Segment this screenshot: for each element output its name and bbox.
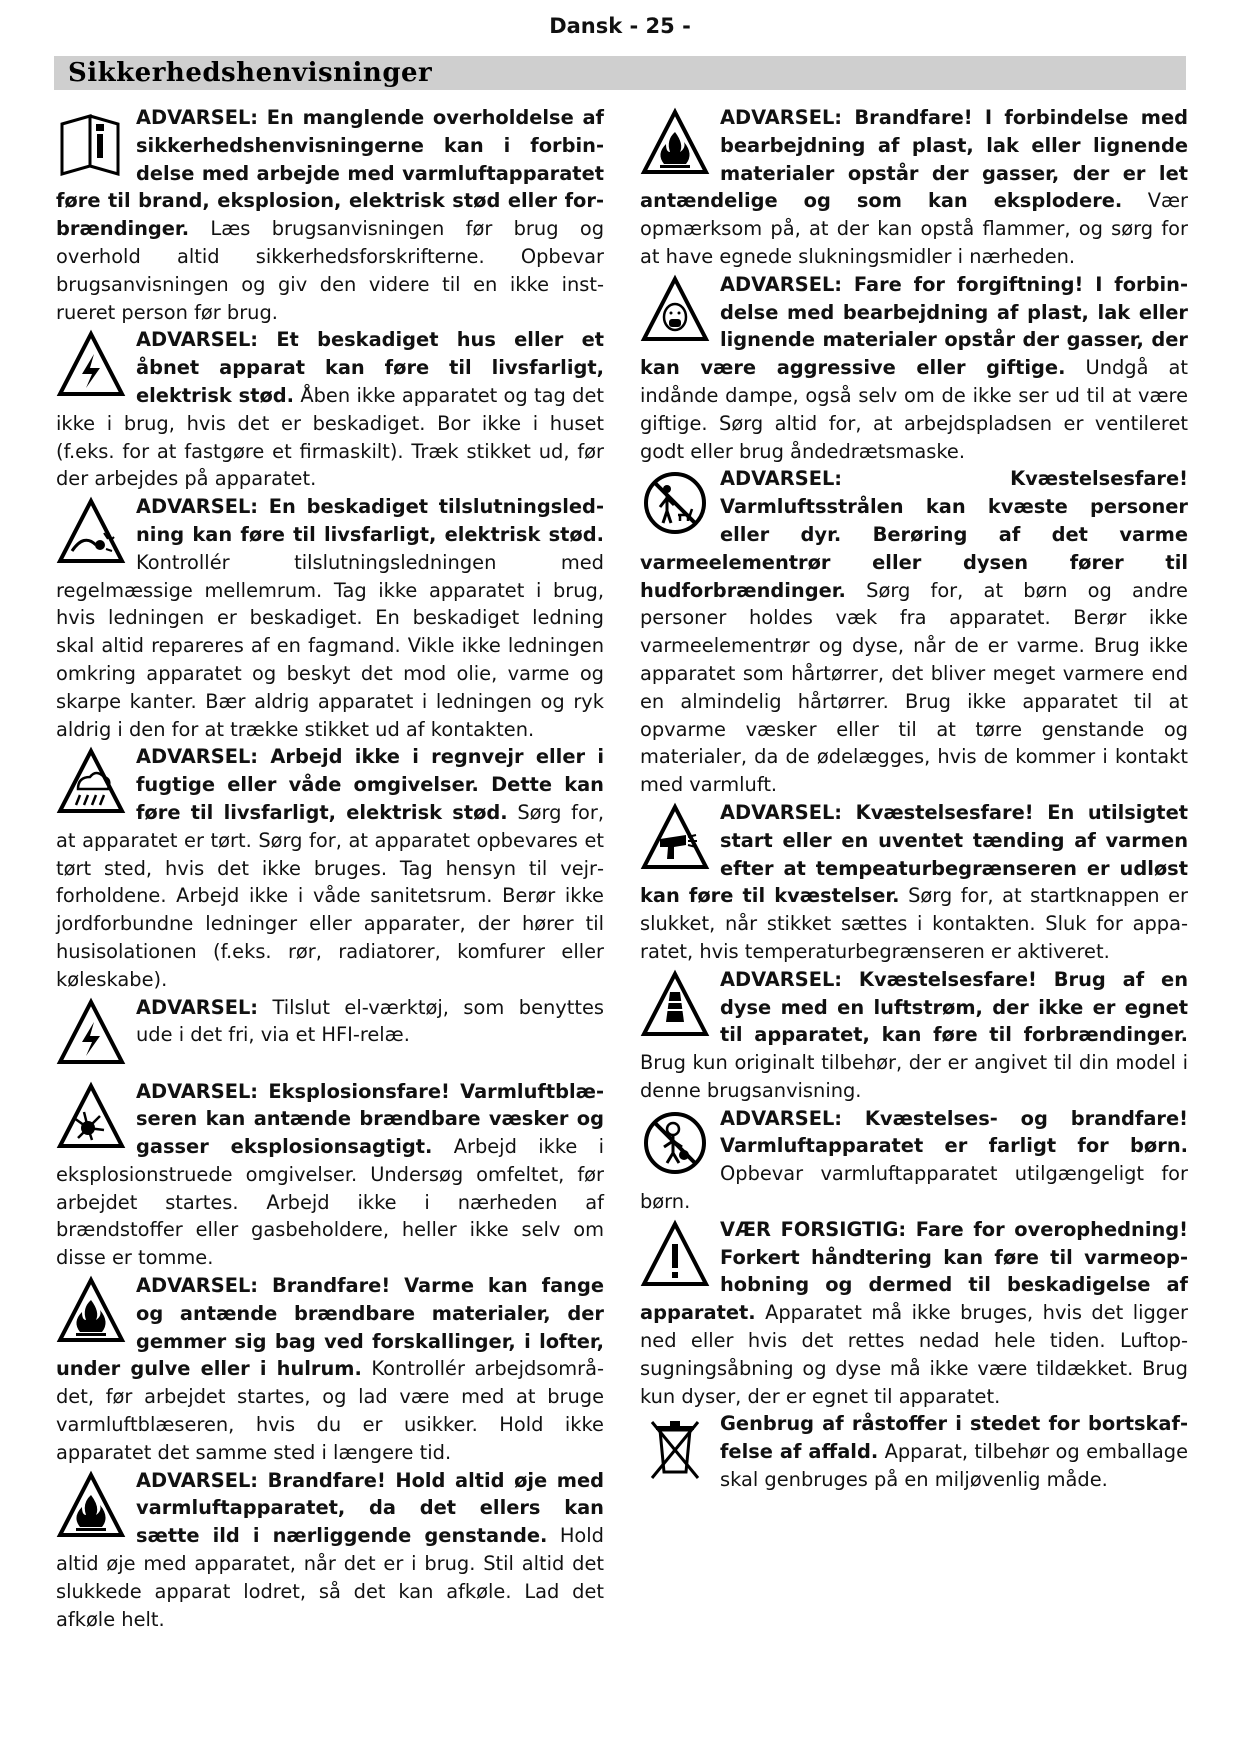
info-book-icon	[56, 104, 128, 184]
warning-bold: ADVARSEL: Kvæstelses- og brandfare! Varmluftapparatet er farligt for børn.	[720, 1106, 1188, 1158]
right-column	[640, 104, 1188, 1494]
warning-unintended-start	[640, 799, 1188, 966]
warning-bold: ADVARSEL:	[136, 995, 259, 1019]
warning-general	[56, 104, 604, 326]
warning-text: Sørg for, at apparatet er tørt. Sørg for, at apparatet opbevares et tørt sted, hvis det ikke bruges. Tag hensyn til vejrforholdene. Arbejd ikke i våde sanitetsrum. Berør ikke jordforbundne ledninger eller apparater, der hører til husisolationen (f.eks. rør, radiatorer, komfurer eller køleskabe).	[56, 800, 604, 991]
warning-text: Sørg for, at startknappen er slukket, når stikket sættes i kontakten. Sluk for apparatet, hvis temperaturbegrænseren er aktiveret.	[640, 884, 1189, 963]
warning-fire-watch	[56, 1467, 604, 1634]
warning-text: Hold altid øje med apparatet, når det er i brug. Stil altid det slukkede apparat lodret, så det kan afkøle. Lad det afkøle helt.	[56, 1524, 604, 1631]
warning-text: Læs brugsanvisningen før brug og overhold altid sikkerhedsforskrifterne. Opbevar brugsanvisningen og giv den videre til en ikke instrueret person før brug.	[56, 217, 604, 324]
recycling-note	[640, 1410, 1188, 1493]
left-column	[56, 104, 604, 1633]
warning-bold: VÆR FORSIGTIG: Fare for overophedning! Forkert håndtering kan føre til varmeophobning og dermed til beskadigelse af apparatet.	[640, 1217, 1188, 1325]
warning-hfi	[56, 994, 604, 1078]
warning-fire-hidden	[56, 1272, 604, 1467]
warning-text: Arbejd ikke i eksplosionstruede omgivelser. Undersøg omfeltet, før arbejdet startes. Arbejd ikke i nærheden af brændstoffer eller gasbeholdere, heller ikke selv om disse er tomme.	[56, 1135, 605, 1270]
section-title: Sikkerhedshenvisninger	[68, 58, 433, 88]
explosion-hazard-icon	[56, 1078, 128, 1158]
warning-text: Åben ikke apparatet og tag det ikke i brug, hvis det er beskadiget. Bor ikke i huset (f.eks. for at fastgøre et firmaskilt). Træk stikket ud, før der arbejdes på apparatet.	[56, 383, 604, 491]
warning-bold: ADVARSEL: Brandfare! Varme kan fange og antænde brændbare materialer, der gemmer sig bag ved forskallinger, i lofter, under gulve eller i hulrum.	[56, 1274, 604, 1381]
warning-bold: ADVARSEL: Arbejd ikke i regnvejr eller i fugtige eller våde omgivelser. Dette kan føre til livsfarligt, elektrisk stød.	[136, 745, 604, 824]
warning-text: Undgå at indånde dampe, også selv om de ikke ser ud til at være giftige. Sørg altid for, at arbejdspladsen er ventileret godt eller brug åndedrætsmaske.	[640, 356, 1189, 463]
warning-bold: ADVARSEL: Kvæstelsesfare! En utilsigtet start eller en uventet tænding af varmen efter at tempeaturbegrænseren er udløst kan føre til kvæstelser.	[640, 800, 1188, 908]
warning-bold: ADVARSEL: Kvæstelsesfare! Varmluftsstrålen kan kvæste personer eller dyr. Berøring af det varme varmeelementrør eller dysen fører til hudforbrændinger.	[640, 467, 1188, 602]
warning-bold: ADVARSEL: En beskadiget tilslutningsledning kan føre til livsfarligt, elektrisk stød.	[136, 495, 604, 546]
fire-hazard-icon	[56, 1467, 128, 1547]
general-warning-icon	[640, 1216, 712, 1296]
electric-hazard-icon	[56, 326, 128, 406]
warning-text: Apparat, tilbehør og emballage skal genbruges på en miljøvenlig måde.	[720, 1440, 1188, 1492]
warning-text: Brug kun originalt tilbehør, der er angivet til din model i denne brugsanvisning.	[640, 1051, 1188, 1102]
warning-text: Kontrollér tilslutningsledningen med regelmæssige mellemrum. Tag ikke apparatet i brug, hvis ledningen er beskadiget. En beskadiget ledning skal altid repareres af en fagmand. Vikle ikke ledningen omkring apparatet og beskyt det mod olie, varme og skarpe kanter. Bær aldrig apparatet i ledningen og ryk aldrig i den for at trække stikket ud af kontakten.	[56, 550, 604, 741]
electric-hazard-icon	[56, 994, 128, 1074]
warning-bold: ADVARSEL: Eksplosionsfare! Varmluftblæseren kan antænde brændbare væsker og gasser eksplosionsagtigt.	[136, 1079, 604, 1159]
fire-hazard-icon	[56, 1272, 128, 1352]
warning-explosion	[56, 1078, 604, 1273]
warning-fire-plastic	[640, 104, 1188, 271]
warning-nozzle	[640, 966, 1188, 1105]
warning-text: Kontrollér arbejdsområdet, før arbejdet startes, og lad være med at bruge varmluftblæseren, hvis du er usikker. Hold ikke apparatet det samme sted i længere tid.	[56, 1357, 604, 1464]
nozzle-hazard-icon	[640, 966, 712, 1046]
rain-hazard-icon	[56, 743, 128, 823]
warning-injury-air	[640, 465, 1188, 799]
warning-housing	[56, 326, 604, 493]
warning-bold: Genbrug af råstoffer i stedet for bortskaffelse af affald.	[720, 1412, 1188, 1464]
warning-bold: ADVARSEL: Brandfare! Hold altid øje med varmluftapparatet, da det ellers kan sætte ild i nærliggende genstande.	[136, 1468, 604, 1548]
warning-text: Apparatet må ikke bruges, hvis det ligger ned eller hvis det rettes nedad hele tiden. Luftopsugningsåbning og dyse må ikke være tildækket. Brug kun dyser, der er egnet til apparatet.	[640, 1301, 1188, 1408]
section-title-bar	[54, 56, 1186, 90]
warning-cable	[56, 493, 604, 743]
warning-bold: ADVARSEL: Fare for forgiftning! I forbindelse med bearbejdning af plast, lak eller lignende materialer opstår der gasser, der kan være aggressive eller giftige.	[640, 272, 1188, 380]
warning-bold: ADVARSEL: En manglende overholdelse af sikkerhedshenvisningerne kan i forbindelse med arbejde med varmluftapparatet føre til brand, eksplosion, elektrisk stød eller forbrændinger.	[56, 106, 604, 241]
damaged-cable-icon	[56, 493, 128, 573]
heat-gun-hazard-icon	[640, 799, 712, 879]
warning-text: Vær opmærksom på, at der kan opstå flammer, og sørg for at have egnede slukningsmidler i nærheden.	[640, 189, 1188, 268]
warning-text: Opbevar varmluftapparatet utilgængeligt for børn.	[640, 1162, 1188, 1214]
page-header: Dansk - 25 -	[549, 14, 691, 38]
warning-bold: ADVARSEL: Kvæstelsesfare! Brug af en dyse med en luftstrøm, der ikke er egnet til apparatet, kan føre til forbrændinger.	[720, 967, 1188, 1047]
recycle-bin-icon	[640, 1410, 712, 1490]
warning-children	[640, 1105, 1188, 1216]
warning-rain	[56, 743, 604, 993]
warning-bold: ADVARSEL: Brandfare! I forbindelse med bearbejdning af plast, lak eller lignende materialer opstår der gasser, der er let antændelige og som kan eksplodere.	[640, 106, 1188, 213]
no-children-icon	[640, 1105, 712, 1185]
no-persons-animals-icon	[640, 465, 712, 545]
caution-overheating	[640, 1216, 1188, 1411]
warning-text: Sørg for, at børn og andre personer holdes væk fra apparatet. Berør ikke varmeelementrør og dyse, når de er varme. Brug ikke apparatet som hårtørrer, det bliver meget varmere end en almindelig hårtørrer. Brug ikke apparatet til at opvarme væsker eller til at tørre genstande og materialer, da de ødelægges, hvis de kommer i kontakt med varmluft.	[640, 578, 1188, 797]
respirator-hazard-icon	[640, 271, 712, 351]
warning-poison	[640, 271, 1188, 466]
warning-text: Tilslut el-værktøj, som benyttes ude i det fri, via et HFI-relæ.	[136, 995, 604, 1047]
warning-bold: ADVARSEL: Et beskadiget hus eller et åbnet apparat kan føre til livsfarligt, elektrisk stød.	[136, 328, 604, 407]
fire-hazard-icon	[640, 104, 712, 184]
